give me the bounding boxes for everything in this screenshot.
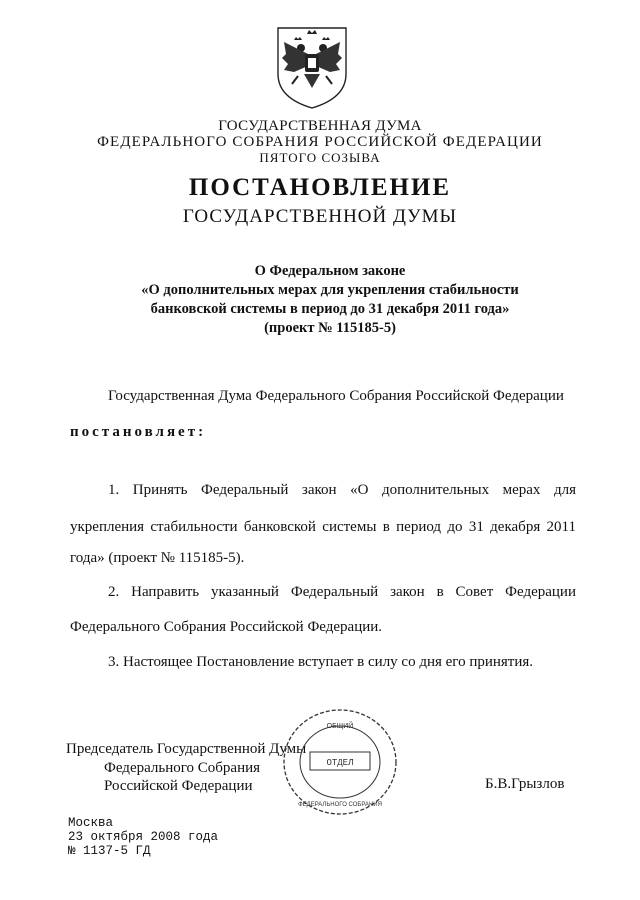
signature-position-line-1: Председатель Государственной Думы — [66, 741, 307, 757]
subject-line-3: банковской системы в период до 31 декабря 2011 года» — [150, 301, 510, 317]
document-subtitle: ГОСУДАРСТВЕННОЙ ДУМЫ — [182, 206, 458, 227]
item-2-line-2: Федерального Собрания Российской Федерации. — [70, 619, 383, 635]
signature-position-line-3: Российской Федерации — [104, 778, 253, 794]
subject-line-2: «О дополнительных мерах для укрепления стабильности — [141, 282, 519, 298]
coat-of-arms-icon — [274, 24, 350, 110]
item-1-line-1: 1. Принять Федеральный закон «О дополнительных мерах для — [108, 482, 576, 498]
footer-date: 23 октября 2008 года — [68, 830, 219, 844]
intro-text: Государственная Дума Федерального Собрания Российской Федерации — [108, 388, 564, 404]
stamp-ring-top: ОБЩИЙ — [326, 723, 354, 730]
document-title: ПОСТАНОВЛЕНИЕ — [188, 174, 452, 201]
footer-number: № 1137-5 ГД — [68, 844, 151, 858]
signatory-name: Б.В.Грызлов — [485, 776, 565, 792]
footer-city: Москва — [68, 816, 114, 830]
resolves-text: постановляет: — [70, 424, 207, 440]
header-line-1: ГОСУДАРСТВЕННАЯ ДУМА — [218, 118, 422, 134]
stamp-ring-right: ФЕДЕРАЛЬНОГО СОБРАНИЯ — [298, 802, 382, 808]
stamp-center-text: ОТДЕЛ — [326, 758, 354, 768]
header-line-2: ФЕДЕРАЛЬНОГО СОБРАНИЯ РОССИЙСКОЙ ФЕДЕРАЦИИ — [97, 134, 543, 150]
item-1-line-3: года» (проект № 115185-5). — [70, 550, 245, 566]
header-line-3: ПЯТОГО СОЗЫВА — [259, 150, 381, 165]
subject-line-4: (проект № 115185-5) — [264, 320, 396, 336]
item-1-line-2: укрепления стабильности банковской системы в период до 31 декабря 2011 — [70, 519, 576, 535]
item-2-line-1: 2. Направить указанный Федеральный закон в Совет Федерации — [108, 584, 576, 600]
subject-line-1: О Федеральном законе — [254, 263, 406, 279]
item-3: 3. Настоящее Постановление вступает в силу со дня его принятия. — [108, 654, 534, 670]
office-stamp — [280, 706, 400, 818]
signature-position-line-2: Федерального Собрания — [104, 760, 261, 776]
